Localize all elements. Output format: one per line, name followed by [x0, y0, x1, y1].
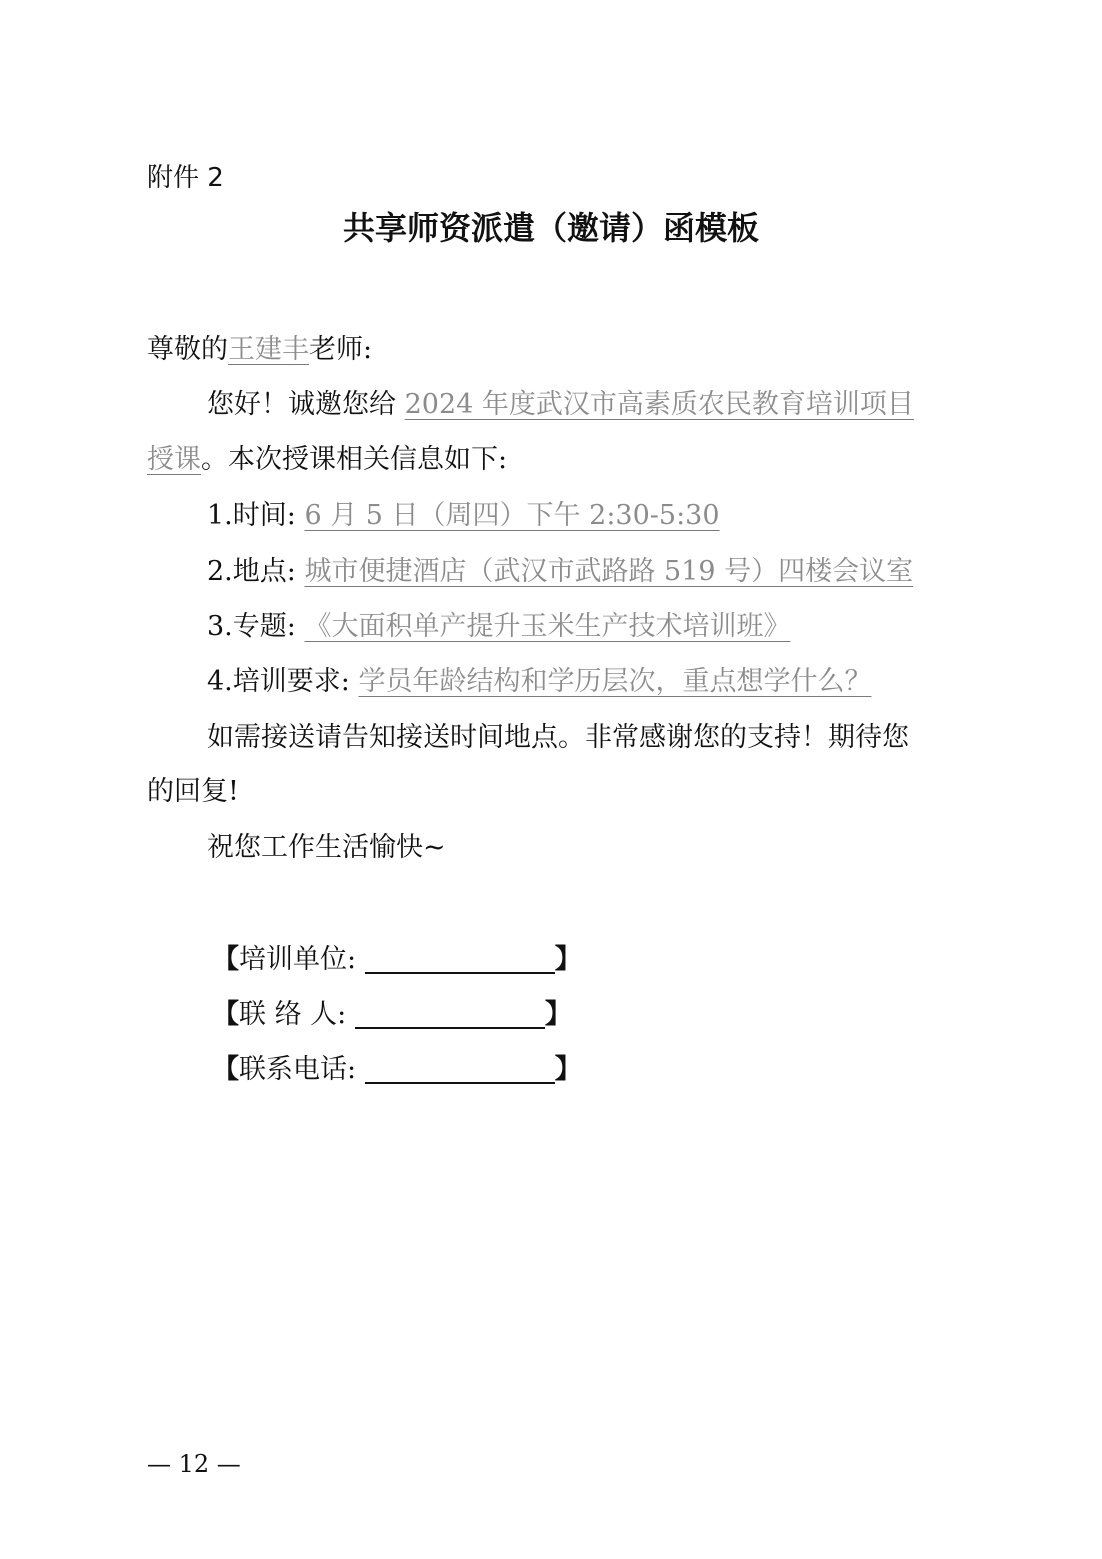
topic-value: 《大面积单产提升玉米生产技术培训班》: [304, 611, 791, 642]
unit-label: 培训单位:: [239, 944, 357, 975]
pickup-line-2: 的回复!: [147, 776, 239, 807]
contact-label: 联 络 人:: [239, 999, 347, 1030]
time-row: [207, 496, 965, 536]
requirements-value: 学员年龄结构和学历层次，重点想学什么？: [358, 666, 872, 697]
location-label: 2.地点:: [207, 556, 296, 587]
project-name-part2: 授课: [147, 444, 201, 475]
signature-phone-row: [212, 1050, 582, 1090]
salutation: [147, 330, 965, 370]
topic-row: [207, 607, 965, 647]
open-bracket: 【: [212, 1054, 239, 1085]
contact-blank-field[interactable]: [355, 999, 545, 1029]
close-bracket: 】: [544, 999, 572, 1030]
page-number: — 12 —: [147, 1450, 241, 1478]
close-bracket: 】: [554, 944, 582, 975]
phone-blank-field[interactable]: [365, 1054, 555, 1084]
unit-blank-field[interactable]: [365, 944, 555, 974]
intro-line-1: [207, 385, 965, 425]
location-value: 城市便捷酒店（武汉市武路路 519 号）四楼会议室: [304, 556, 914, 587]
pickup-line-1: 如需接送请告知接送时间地点。非常感谢您的支持！期待您: [207, 722, 909, 753]
salutation-prefix: 尊敬的: [147, 334, 228, 365]
topic-label: 3.专题:: [207, 611, 296, 642]
close-bracket: 】: [554, 1054, 582, 1085]
page-title: 共享师资派遣（邀请）函模板: [342, 209, 759, 247]
intro-suffix: 。本次授课相关信息如下:: [201, 444, 508, 475]
closing-line: 祝您工作生活愉快~: [207, 832, 446, 863]
requirements-row: [207, 662, 965, 702]
intro-line-2: [147, 440, 965, 480]
time-label: 1.时间:: [207, 500, 296, 531]
open-bracket: 【: [212, 999, 239, 1030]
phone-label: 联系电话:: [239, 1054, 357, 1085]
open-bracket: 【: [212, 944, 239, 975]
project-name-part1: 2024 年度武汉市高素质农民教育培训项目: [404, 389, 914, 420]
signature-unit-row: [212, 940, 582, 980]
location-row: [207, 552, 965, 592]
signature-contact-row: [212, 995, 572, 1035]
requirements-label: 4.培训要求:: [207, 666, 350, 697]
attachment-label: 附件 2: [147, 163, 224, 193]
time-value: 6 月 5 日（周四）下午 2:30-5:30: [304, 500, 720, 531]
teacher-name: 王建丰: [228, 334, 309, 365]
intro-prefix: 您好！诚邀您给: [207, 389, 396, 420]
salutation-suffix: 老师:: [309, 334, 373, 365]
